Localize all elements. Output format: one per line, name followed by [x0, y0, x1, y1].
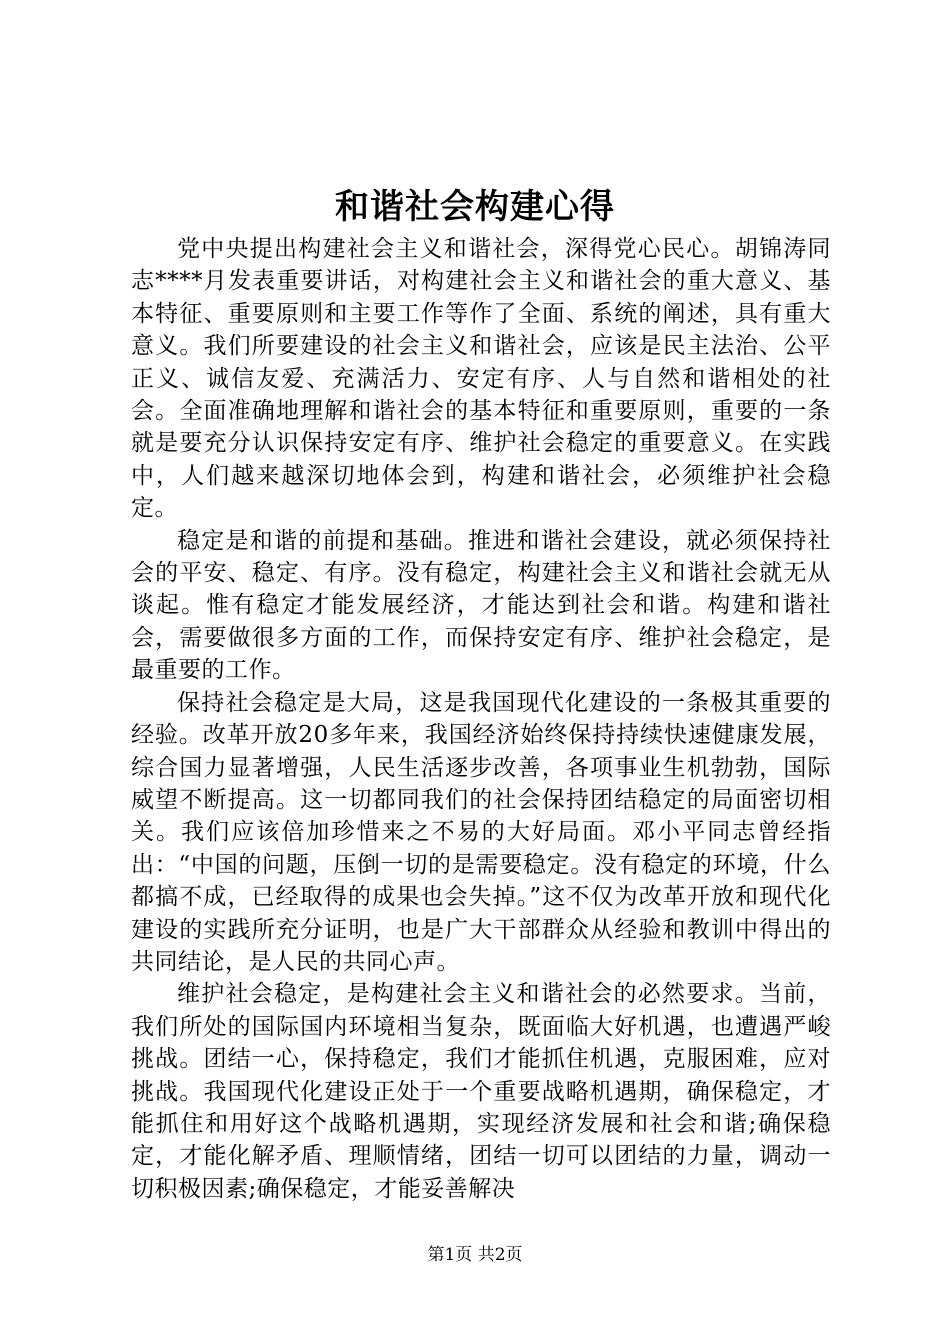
paragraph-4: 维护社会稳定，是构建社会主义和谐社会的必然要求。当前，我们所处的国际国内环境相当复杂，既面临大好机遇，也遭遇严峻挑战。团结一心，保持稳定，我们才能抓住机遇，克服困难，应对挑战。我国现代化建设正处于一个重要战略机遇期，确保稳定，才能抓住和用好这个战略机遇期，实现经济发展和社会和谐;确保稳定，才能化解矛盾、理顺情绪，团结一切可以团结的力量，调动一切积极因素;确保稳定，才能妥善解决	[131, 981, 831, 1202]
paragraph-2: 稳定是和谐的前提和基础。推进和谐社会建设，就必须保持社会的平安、稳定、有序。没有稳定，构建社会主义和谐社会就无从谈起。惟有稳定才能发展经济，才能达到社会和谐。构建和谐社会，需要做很多方面的工作，而保持安定有序、维护社会稳定，是最重要的工作。	[131, 527, 831, 684]
page-footer: 第1页 共2页	[427, 1245, 523, 1265]
paragraph-1: 党中央提出构建社会主义和谐社会，深得党心民心。胡锦涛同志****月发表重要讲话，对构建社会主义和谐社会的重大意义、基本特征、重要原则和主要工作等作了全面、系统的阐述，具有重大意义。我们所要建设的社会主义和谐社会，应该是民主法治、公平正义、诚信友爱、充满活力、安定有序、人与自然和谐相处的社会。全面准确地理解和谐社会的基本特征和重要原则，重要的一条就是要充分认识保持安定有序、维护社会稳定的重要意义。在实践中，人们越来越深切地体会到，构建和谐社会，必须维护社会稳定。	[131, 236, 831, 522]
paragraph-3: 保持社会稳定是大局，这是我国现代化建设的一条极其重要的经验。改革开放20多年来，我国经济始终保持持续快速健康发展，综合国力显著增强，人民生活逐步改善，各项事业生机勃勃，国际威望不断提高。这一切都同我们的社会保持团结稳定的局面密切相关。我们应该倍加珍惜来之不易的大好局面。邓小平同志曾经指出：“中国的问题，压倒一切的是需要稳定。没有稳定的环境，什么都搞不成，已经取得的成果也会失掉。”这不仅为改革开放和现代化建设的实践所充分证明，也是广大干部群众从经验和教训中得出的共同结论，是人民的共同心声。	[131, 689, 831, 975]
document-body	[131, 233, 831, 1205]
document-title: 和谐社会构建心得	[335, 187, 615, 227]
